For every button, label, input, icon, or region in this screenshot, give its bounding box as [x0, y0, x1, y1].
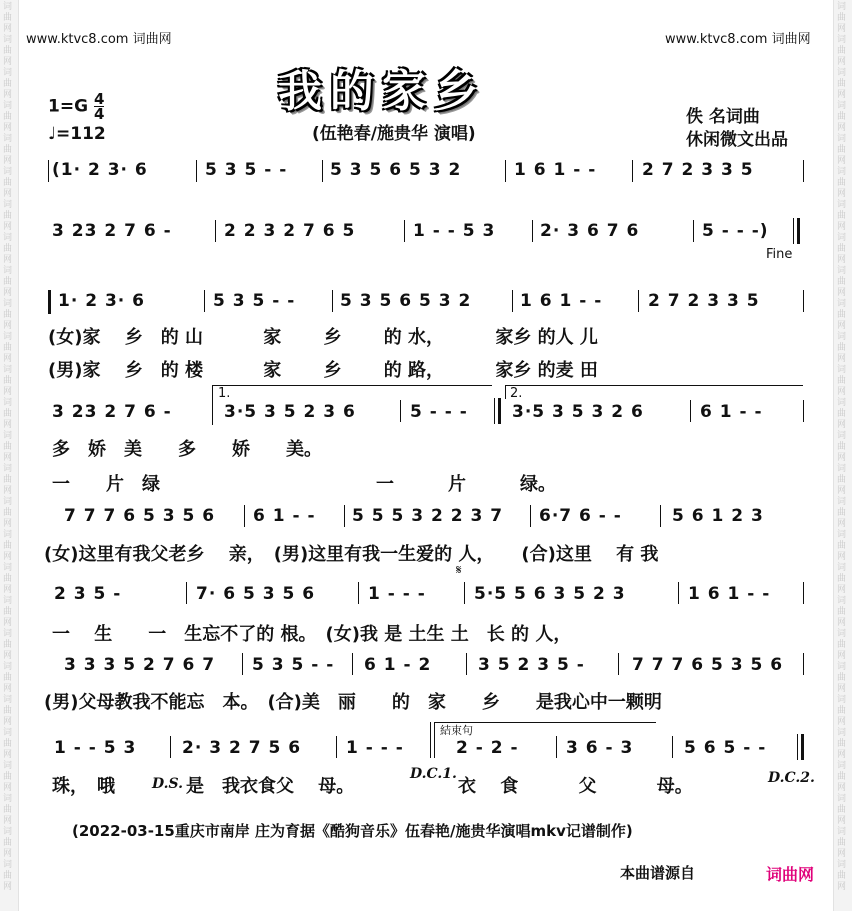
- measure: (1· 2 3· 6: [52, 160, 148, 180]
- watermark-char: 曲: [837, 178, 847, 188]
- lyric-line: (男)父母教我不能忘 本。 (合)美 丽 的 家 乡 是我心中一颗明: [44, 692, 662, 713]
- measure: 1· 2 3· 6: [58, 291, 145, 311]
- watermark-char: 词: [3, 860, 13, 870]
- watermark-char: 曲: [837, 541, 847, 551]
- watermark-char: 词: [837, 728, 847, 738]
- watermark-char: 词: [837, 662, 847, 672]
- watermark-char: 词: [3, 134, 13, 144]
- watermark-char: 词: [3, 728, 13, 738]
- watermark-char: 词: [3, 662, 13, 672]
- barline-volta-1: [212, 385, 213, 425]
- watermark-char: 词: [837, 200, 847, 210]
- lyric-line: 衣 食 父 母。: [458, 776, 693, 797]
- watermark-char: 曲: [837, 508, 847, 518]
- barline: [466, 653, 467, 675]
- barline: [803, 290, 804, 312]
- final-barline-thick: [797, 218, 800, 244]
- watermark-char: 曲: [3, 541, 13, 551]
- watermark-char: 曲: [837, 244, 847, 254]
- site-watermark-right: www.ktvc8.com 词曲网: [665, 32, 811, 47]
- watermark-char: 词: [837, 266, 847, 276]
- dc2-mark: D.C.2.: [768, 770, 815, 786]
- credits-composer: 佚 名词曲: [686, 107, 760, 127]
- repeat-end-barline: [494, 398, 495, 424]
- watermark-char: 曲: [3, 574, 13, 584]
- watermark-char: 词: [3, 794, 13, 804]
- watermark-char: 词: [837, 134, 847, 144]
- measure: 1 - - -: [346, 738, 404, 758]
- barline: [556, 736, 557, 758]
- watermark-char: 词: [837, 398, 847, 408]
- lyric-line: 多 娇 美 多 娇 美。: [52, 439, 322, 460]
- watermark-char: 网: [837, 618, 847, 628]
- watermark-char: 网: [837, 420, 847, 430]
- measure: 7· 6 5 3 5 6: [196, 584, 316, 604]
- watermark-char: 曲: [3, 508, 13, 518]
- barline: [430, 722, 431, 758]
- singers-line: (伍艳春/施贵华 演唱): [312, 124, 476, 144]
- watermark-char: 曲: [3, 244, 13, 254]
- barline: [464, 582, 465, 604]
- volta-2-hook: [505, 385, 506, 399]
- barline: [48, 160, 49, 182]
- measure: 5·5 5 6 3 5 2 3: [474, 584, 626, 604]
- transcription-note: (2022-03-15重庆市南岸 庄为育据《酷狗音乐》伍春艳/施贵华演唱mkv记谱制作): [72, 822, 633, 840]
- barline: [358, 582, 359, 604]
- barline: [803, 653, 804, 675]
- watermark-char: 网: [3, 849, 13, 859]
- watermark-char: 网: [3, 618, 13, 628]
- measure: 5 - - -): [702, 221, 769, 241]
- site-watermark-left: www.ktvc8.com 词曲网: [26, 32, 172, 47]
- watermark-char: 词: [837, 794, 847, 804]
- measure: 3 5 2 3 5 -: [478, 655, 585, 675]
- watermark-char: 词: [837, 35, 847, 45]
- watermark-char: 曲: [837, 277, 847, 287]
- watermark-char: 网: [837, 453, 847, 463]
- tempo-mark: ♩=112: [48, 124, 106, 144]
- measure: 5 3 5 - -: [205, 160, 288, 180]
- measure: 1 6 1 - -: [688, 584, 771, 604]
- watermark-char: 词: [3, 365, 13, 375]
- watermark-char: 曲: [3, 838, 13, 848]
- source-label: 本曲谱源自: [620, 864, 696, 882]
- watermark-char: 网: [837, 552, 847, 562]
- watermark-char: 曲: [837, 376, 847, 386]
- watermark-char: 网: [3, 453, 13, 463]
- watermark-char: 网: [837, 90, 847, 100]
- double-barline: [434, 722, 435, 758]
- barline: [170, 736, 171, 758]
- measure: 3 6 - 3: [566, 738, 634, 758]
- barline: [242, 653, 243, 675]
- watermark-char: 曲: [837, 640, 847, 650]
- dc1-mark: D.C.1.: [410, 766, 457, 782]
- barline: [618, 653, 619, 675]
- watermark-char: 网: [3, 651, 13, 661]
- final-barline: [793, 218, 794, 244]
- watermark-char: 网: [3, 882, 13, 892]
- watermark-char: 曲: [837, 409, 847, 419]
- watermark-char: 词: [837, 431, 847, 441]
- measure: 2· 3 6 7 6: [540, 221, 640, 241]
- watermark-char: 词: [3, 299, 13, 309]
- watermark-char: 网: [837, 156, 847, 166]
- measure: 6 1 - -: [253, 506, 316, 526]
- watermark-char: 曲: [3, 772, 13, 782]
- watermark-char: 曲: [3, 409, 13, 419]
- watermark-char: 网: [837, 321, 847, 331]
- lyric-line: (女)这里有我父老乡 亲， (男)这里有我一生爱的 人， (合)这里 有 我: [44, 544, 659, 565]
- watermark-char: 词: [3, 695, 13, 705]
- watermark-char: 词: [3, 2, 13, 12]
- watermark-char: 网: [3, 123, 13, 133]
- barline: [186, 582, 187, 604]
- volta-1-label: 1.: [218, 386, 231, 401]
- fine-mark: Fine: [766, 247, 793, 262]
- measure: 5 5 5 3 2 2 3 7: [352, 506, 504, 526]
- watermark-char: 曲: [837, 13, 847, 23]
- watermark-char: 词: [3, 530, 13, 540]
- watermark-char: 曲: [837, 310, 847, 320]
- measure: 1 - - 5 3: [54, 738, 137, 758]
- barline: [512, 290, 513, 312]
- watermark-char: 网: [837, 222, 847, 232]
- watermark-char: 曲: [3, 871, 13, 881]
- measure: 5 6 1 2 3: [672, 506, 764, 526]
- measure: 7 7 7 6 5 3 5 6: [64, 506, 216, 526]
- watermark-char: 词: [837, 464, 847, 474]
- segno-mark: 𝄋: [456, 563, 462, 578]
- watermark-char: 词: [3, 200, 13, 210]
- watermark-char: 曲: [837, 46, 847, 56]
- time-denominator: 4: [93, 105, 105, 123]
- watermark-char: 词: [837, 596, 847, 606]
- watermark-char: 词: [3, 431, 13, 441]
- watermark-char: 网: [3, 354, 13, 364]
- measure: 3 3 3 5 2 7 6 7: [64, 655, 216, 675]
- lyric-line-male: (男)家 乡 的 楼 家 乡 的 路， 家乡 的麦 田: [48, 360, 598, 381]
- watermark-char: 网: [3, 816, 13, 826]
- watermark-char: 网: [837, 585, 847, 595]
- watermark-char: 词: [3, 398, 13, 408]
- watermark-char: 网: [837, 519, 847, 529]
- barline: [803, 400, 804, 422]
- watermark-char: 网: [837, 24, 847, 34]
- watermark-char: 词: [837, 695, 847, 705]
- watermark-char: 网: [837, 189, 847, 199]
- barline: [803, 582, 804, 604]
- watermark-char: 曲: [3, 310, 13, 320]
- watermark-char: 网: [3, 57, 13, 67]
- watermark-char: 词: [837, 530, 847, 540]
- watermark-char: 词: [3, 101, 13, 111]
- watermark-char: 词: [837, 365, 847, 375]
- watermark-char: 曲: [3, 13, 13, 23]
- measure: 6 1 - -: [700, 402, 763, 422]
- measure: 5 3 5 - -: [213, 291, 296, 311]
- barline: [332, 290, 333, 312]
- watermark-char: 网: [837, 354, 847, 364]
- lyric-line-female: (女)家 乡 的 山 家 乡 的 水， 家乡 的人 儿: [48, 327, 598, 348]
- watermark-char: 曲: [3, 739, 13, 749]
- watermark-char: 曲: [837, 475, 847, 485]
- watermark-char: 网: [837, 750, 847, 760]
- watermark-char: 网: [837, 684, 847, 694]
- key-signature: [48, 92, 104, 121]
- measure: 5 3 5 6 5 3 2: [340, 291, 472, 311]
- watermark-char: 词: [837, 497, 847, 507]
- watermark-char: 词: [3, 233, 13, 243]
- watermark-char: 词: [837, 101, 847, 111]
- measure: 5 3 5 - -: [252, 655, 335, 675]
- watermark-char: 网: [837, 816, 847, 826]
- source-site-link[interactable]: 词曲网: [766, 865, 815, 884]
- final-barline-thick: [801, 734, 804, 760]
- watermark-char: 网: [837, 783, 847, 793]
- measure: 2 3 5 -: [54, 584, 122, 604]
- watermark-char: 词: [3, 596, 13, 606]
- watermark-char: 曲: [837, 112, 847, 122]
- watermark-char: 词: [3, 563, 13, 573]
- measure: 7 7 7 6 5 3 5 6: [632, 655, 784, 675]
- watermark-char: 网: [3, 519, 13, 529]
- measure: 3 23 2 7 6 -: [52, 221, 172, 241]
- watermark-char: 词: [837, 860, 847, 870]
- watermark-char: 网: [837, 486, 847, 496]
- watermark-char: 词: [837, 299, 847, 309]
- watermark-char: 曲: [3, 673, 13, 683]
- barline: [638, 290, 639, 312]
- watermark-char: 曲: [3, 706, 13, 716]
- watermark-char: 曲: [3, 46, 13, 56]
- repeat-start-barline: [48, 290, 51, 314]
- watermark-char: 曲: [837, 574, 847, 584]
- watermark-char: 曲: [837, 211, 847, 221]
- measure: 2 7 2 3 3 5: [648, 291, 760, 311]
- volta-2-bracket: [505, 385, 803, 386]
- measure: 2· 3 2 7 5 6: [182, 738, 302, 758]
- watermark-char: 曲: [3, 211, 13, 221]
- watermark-char: 曲: [3, 475, 13, 485]
- watermark-char: 网: [3, 420, 13, 430]
- watermark-char: 曲: [837, 805, 847, 815]
- watermark-char: 曲: [837, 772, 847, 782]
- watermark-char: 网: [837, 717, 847, 727]
- barline: [505, 160, 506, 182]
- watermark-char: 网: [837, 288, 847, 298]
- measure: 5 6 5 - -: [684, 738, 767, 758]
- watermark-char: 曲: [3, 145, 13, 155]
- watermark-char: 网: [3, 387, 13, 397]
- watermark-char: 词: [3, 332, 13, 342]
- watermark-char: 词: [837, 629, 847, 639]
- watermark-char: 曲: [837, 607, 847, 617]
- credits-publisher: 休闲微文出品: [686, 130, 788, 150]
- watermark-char: 词: [3, 827, 13, 837]
- watermark-char: 网: [3, 750, 13, 760]
- barline: [693, 220, 694, 242]
- repeat-end-barline-thick: [498, 398, 501, 424]
- watermark-char: 词: [837, 332, 847, 342]
- watermark-char: 网: [837, 387, 847, 397]
- watermark-char: 网: [3, 717, 13, 727]
- watermark-char: 曲: [3, 178, 13, 188]
- watermark-char: 曲: [837, 442, 847, 452]
- measure: 1 6 1 - -: [514, 160, 597, 180]
- watermark-char: 网: [3, 552, 13, 562]
- watermark-char: 词: [3, 35, 13, 45]
- watermark-char: 词: [837, 233, 847, 243]
- watermark-char: 网: [837, 651, 847, 661]
- time-signature: [94, 92, 104, 121]
- watermark-char: 网: [3, 486, 13, 496]
- watermark-char: 网: [837, 255, 847, 265]
- ds-mark: D.S.: [152, 776, 184, 792]
- measure: 1 6 1 - -: [520, 291, 603, 311]
- barline: [690, 400, 691, 422]
- barline: [532, 220, 533, 242]
- watermark-char: 网: [3, 90, 13, 100]
- watermark-char: 词: [3, 629, 13, 639]
- watermark-char: 网: [3, 189, 13, 199]
- watermark-char: 曲: [3, 112, 13, 122]
- watermark-char: 词: [837, 827, 847, 837]
- watermark-char: 曲: [3, 607, 13, 617]
- watermark-char: 网: [3, 783, 13, 793]
- barline: [244, 505, 245, 527]
- barline: [530, 505, 531, 527]
- measure: 6 1 - 2: [364, 655, 432, 675]
- key-label: 1=G: [48, 96, 89, 117]
- barline: [660, 505, 661, 527]
- watermark-char: 曲: [837, 673, 847, 683]
- barline: [336, 736, 337, 758]
- lyric-line: 是 我衣食父 母。: [186, 776, 355, 797]
- final-barline: [797, 734, 798, 760]
- volta-1-bracket: [212, 385, 492, 386]
- watermark-char: 词: [3, 68, 13, 78]
- watermark-char: 网: [3, 684, 13, 694]
- barline: [196, 160, 197, 182]
- watermark-char: 曲: [837, 838, 847, 848]
- barline: [215, 220, 216, 242]
- barline: [400, 400, 401, 422]
- watermark-char: 曲: [837, 706, 847, 716]
- measure: 3 23 2 7 6 -: [52, 402, 172, 422]
- watermark-char: 曲: [3, 805, 13, 815]
- watermark-char: 网: [3, 255, 13, 265]
- watermark-char: 网: [837, 849, 847, 859]
- barline: [352, 653, 353, 675]
- time-numerator: 4: [93, 90, 105, 108]
- watermark-char: 词: [3, 167, 13, 177]
- barline: [404, 220, 405, 242]
- measure: 6·7 6 - -: [539, 506, 622, 526]
- lyric-line: 珠， 哦: [52, 776, 115, 797]
- barline: [678, 582, 679, 604]
- watermark-char: 曲: [837, 343, 847, 353]
- watermark-char: 网: [3, 585, 13, 595]
- watermark-char: 词: [837, 761, 847, 771]
- watermark-char: 曲: [837, 739, 847, 749]
- watermark-char: 网: [837, 57, 847, 67]
- watermark-char: 词: [3, 464, 13, 474]
- watermark-char: 词: [837, 167, 847, 177]
- watermark-char: 网: [3, 156, 13, 166]
- barline: [204, 290, 205, 312]
- right-watermark-strip: [833, 0, 852, 911]
- coda-label: 結束句: [440, 724, 473, 737]
- watermark-char: 网: [3, 288, 13, 298]
- measure: 1 - - -: [368, 584, 426, 604]
- watermark-char: 曲: [3, 343, 13, 353]
- left-watermark-strip: [0, 0, 19, 911]
- watermark-char: 曲: [3, 376, 13, 386]
- measure: 5 - - -: [410, 402, 468, 422]
- watermark-char: 曲: [837, 871, 847, 881]
- watermark-char: 曲: [3, 442, 13, 452]
- measure: 2 7 2 3 3 5: [642, 160, 754, 180]
- measure: 3·5 3 5 3 2 6: [512, 402, 644, 422]
- watermark-char: 网: [3, 321, 13, 331]
- watermark-char: 词: [837, 2, 847, 12]
- watermark-char: 网: [3, 222, 13, 232]
- lyric-line: 一 生 一 生忘不了的 根。 (女)我 是 土生 土 长 的 人，: [52, 624, 572, 645]
- barline: [672, 736, 673, 758]
- watermark-char: 词: [3, 497, 13, 507]
- measure: 2 - 2 -: [456, 738, 519, 758]
- watermark-char: 词: [837, 563, 847, 573]
- barline: [322, 160, 323, 182]
- volta-2-label: 2.: [510, 386, 523, 401]
- watermark-char: 曲: [3, 277, 13, 287]
- lyric-line: 一 片 绿 一 片 绿。: [52, 474, 556, 495]
- barline: [803, 160, 804, 182]
- watermark-char: 网: [3, 24, 13, 34]
- watermark-char: 曲: [837, 79, 847, 89]
- watermark-char: 曲: [3, 79, 13, 89]
- measure: 1 - - 5 3: [413, 221, 496, 241]
- barline: [632, 160, 633, 182]
- watermark-char: 词: [3, 761, 13, 771]
- barline: [344, 505, 345, 527]
- measure: 3·5 3 5 2 3 6: [224, 402, 356, 422]
- watermark-char: 词: [837, 68, 847, 78]
- watermark-char: 曲: [837, 145, 847, 155]
- watermark-char: 词: [3, 266, 13, 276]
- measure: 5 3 5 6 5 3 2: [330, 160, 462, 180]
- song-title: 我的家乡: [278, 66, 486, 117]
- watermark-char: 网: [837, 123, 847, 133]
- watermark-char: 曲: [3, 640, 13, 650]
- measure: 2 2 3 2 7 6 5: [224, 221, 356, 241]
- watermark-char: 网: [837, 882, 847, 892]
